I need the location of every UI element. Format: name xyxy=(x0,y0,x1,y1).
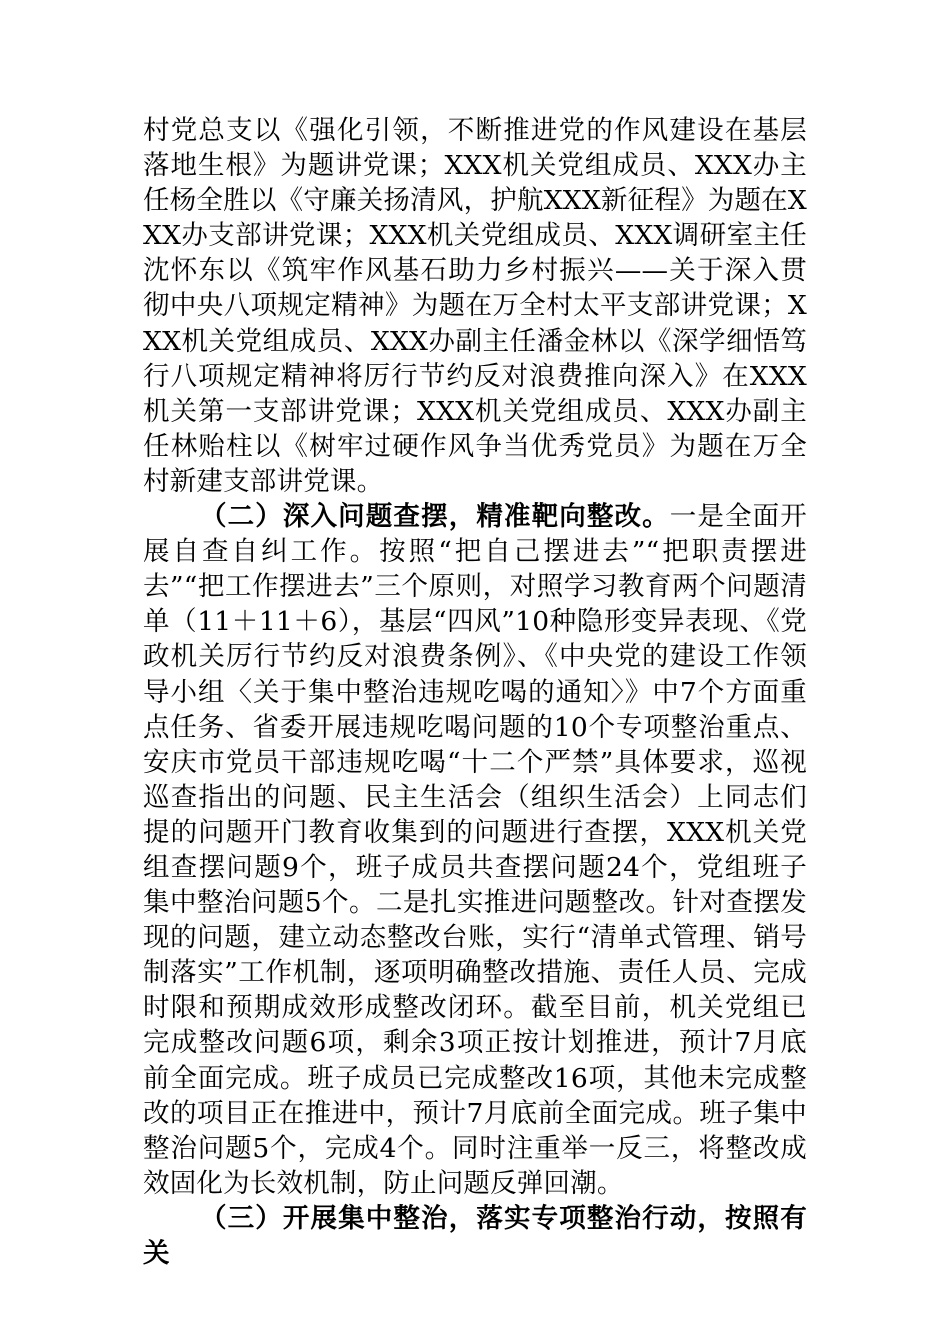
paragraph-2 xyxy=(143,499,807,1201)
paragraph-3 xyxy=(143,1201,807,1271)
paragraph-1-text: 村党总支以《强化引领，不断推进党的作风建设在基层落地生根》为题讲党课；XXX机关党组成员、XXX办主任杨全胜以《守廉关扬清风，护航XXX新征程》为题在XXX办支部讲党课；XXX机关党组成员、XXX调研室主任沈怀东以《筑牢作风基石助力乡村振兴——关于深入贯彻中央八项规定精神》为题在万全村太平支部讲党课；XXX机关党组成员、XXX办副主任潘金林以《深学细悟笃行八项规定精神将厉行节约反对浪费推向深入》在XXX机关第一支部讲党课；XXX机关党组成员、XXX办副主任林贻柱以《树牢过硬作风争当优秀党员》为题在万全村新建支部讲党课。 xyxy=(143,115,807,497)
document-page xyxy=(143,113,807,1271)
paragraph-2-heading: （二）深入问题查摆，精准靶向整改。 xyxy=(200,501,670,533)
paragraph-3-heading: （三）开展集中整治，落实专项整治行动，按照有关 xyxy=(143,1202,807,1269)
paragraph-1 xyxy=(143,113,807,499)
paragraph-2-text: 一是全面开展自查自纠工作。按照“把自己摆进去”“把职责摆进去”“把工作摆进去”三个原则，对照学习教育两个问题清单（11＋11＋6），基层“四风”10种隐形变异表现、《党政机关厉行节约反对浪费条例》、《中央党的建设工作领导小组〈关于集中整治违规吃喝的通知〉》中7个方面重点任务、省委开展违规吃喝问题的10个专项整治重点、安庆市党员干部违规吃喝“十二个严禁”具体要求，巡视巡查指出的问题、民主生活会（组织生活会）上同志们提的问题开门教育收集到的问题进行查摆，XXX机关党组查摆问题9个，班子成员共查摆问题24个，党组班子集中整治问题5个。二是扎实推进问题整改。针对查摆发现的问题，建立动态整改台账，实行“清单式管理、销号制落实”工作机制，逐项明确整改措施、责任人员、完成时限和预期成效形成整改闭环。截至目前，机关党组已完成整改问题6项，剩余3项正按计划推进，预计7月底前全面完成。班子成员已完成整改16项，其他未完成整改的项目正在推进中，预计7月底前全面完成。班子集中整治问题5个，完成4个。同时注重举一反三，将整改成效固化为长效机制，防止问题反弹回潮。 xyxy=(143,501,807,1199)
